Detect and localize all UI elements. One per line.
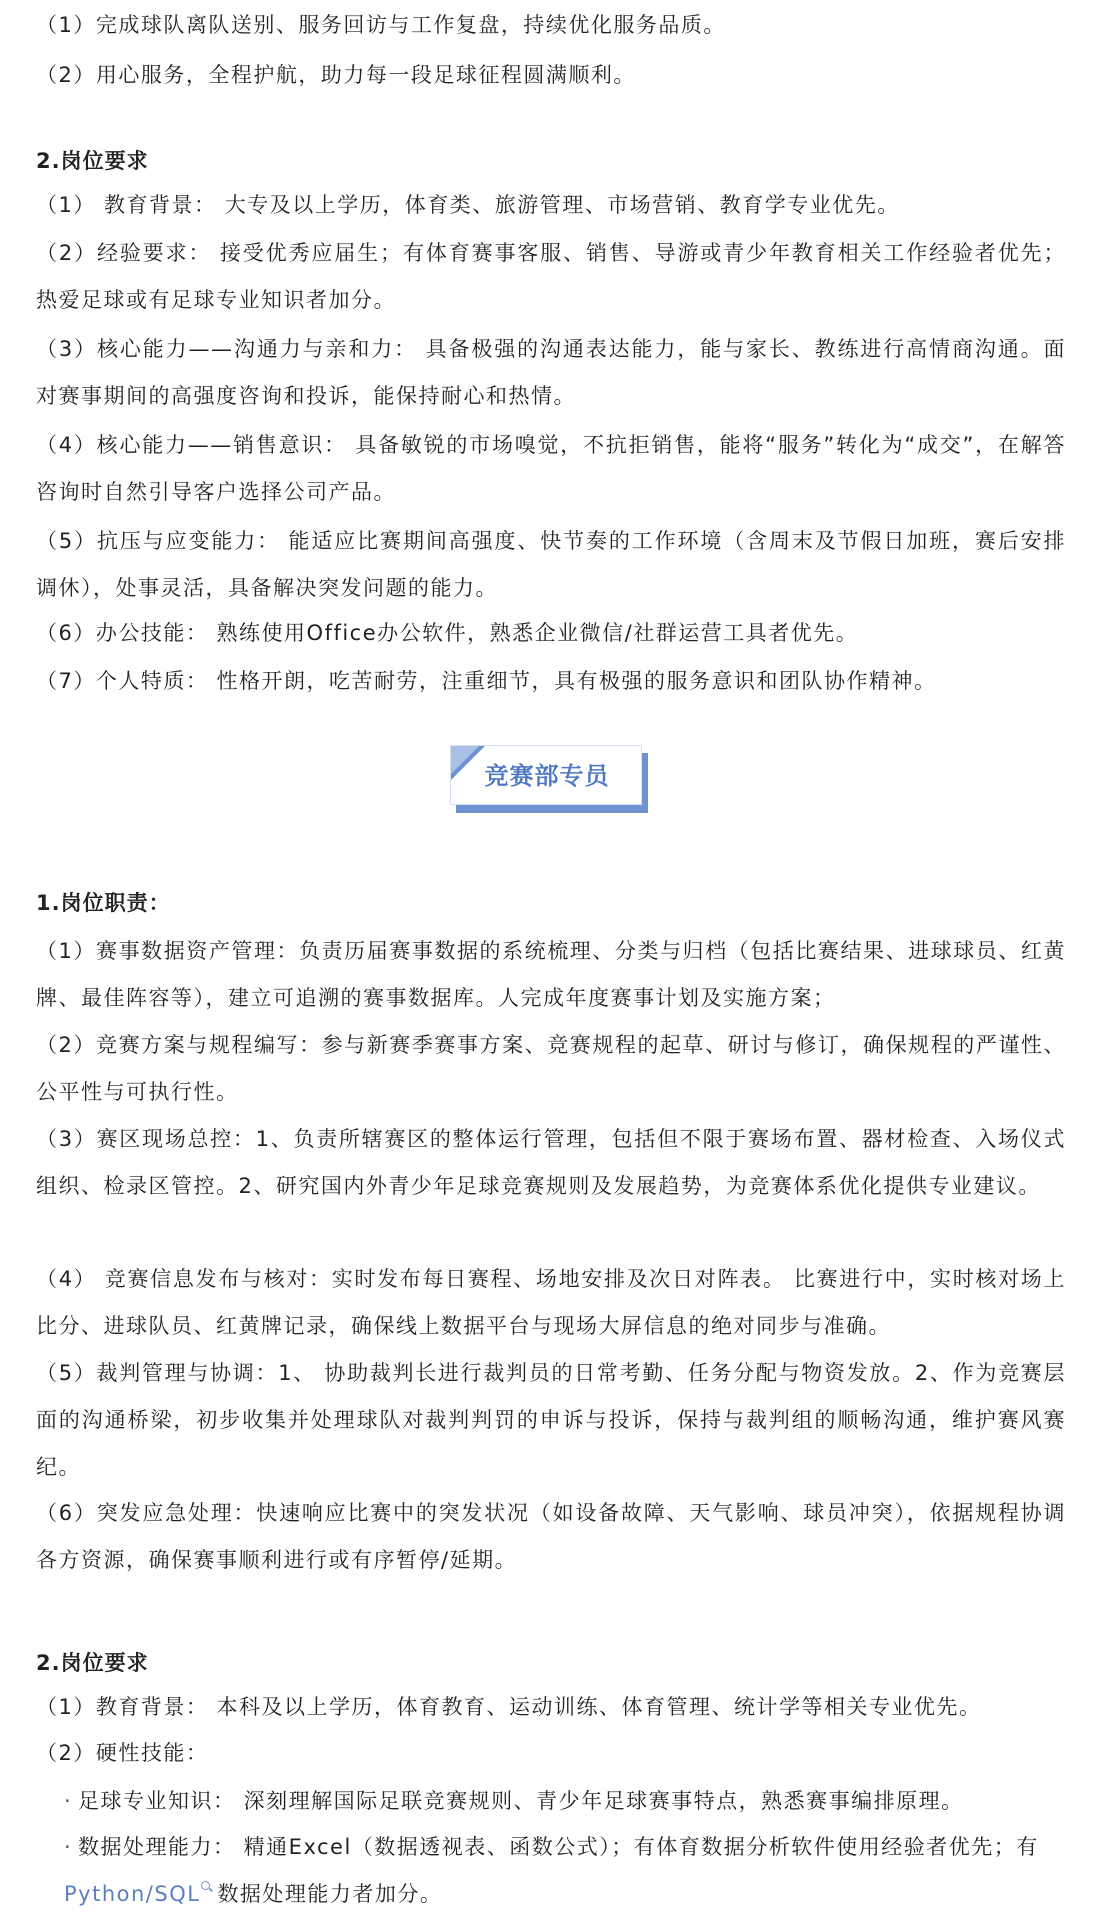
requirements-heading: 2.岗位要求 bbox=[36, 1651, 149, 1675]
requirement-item: （2）经验要求： 接受优秀应届生；有体育赛事客服、销售、导游或青少年教育相关工作经验者优先；热爱足球或有足球专业知识者加分。 bbox=[36, 241, 1066, 312]
duty-item: （3）赛区现场总控：1、负责所辖赛区的整体运行管理，包括但不限于赛场布置、器材检查、入场仪式组织、检录区管控。2、研究国内外青少年足球竞赛规则及发展趋势，为竞赛体系优化提供专业建议。 bbox=[36, 1127, 1066, 1198]
requirement-item: （3）核心能力——沟通力与亲和力： 具备极强的沟通表达能力，能与家长、教练进行高情商沟通。面对赛事期间的高强度咨询和投诉，能保持耐心和热情。 bbox=[36, 337, 1066, 408]
requirement-item: （5）抗压与应变能力： 能适应比赛期间高强度、快节奏的工作环境（含周末及节假日加班，赛后安排调休），处事灵活，具备解决突发问题的能力。 bbox=[36, 529, 1066, 600]
skill-text-tail: 数据处理能力者加分。 bbox=[217, 1882, 443, 1906]
search-icon[interactable] bbox=[201, 1881, 213, 1893]
duty-line-1: （1）完成球队离队送别、服务回访与工作复盘，持续优化服务品质。 bbox=[36, 13, 726, 37]
duty-item: （6）突发应急处理：快速响应比赛中的突发状况（如设备故障、天气影响、球员冲突），依据规程协调各方资源，确保赛事顺利进行或有序暂停/延期。 bbox=[36, 1501, 1066, 1572]
bullet-mark: · bbox=[64, 1835, 73, 1859]
requirements-heading: 2.岗位要求 bbox=[36, 149, 149, 173]
bullet-mark: · bbox=[64, 1789, 73, 1813]
python-sql-link[interactable]: Python/SQL bbox=[64, 1882, 201, 1906]
requirement-item: （6）办公技能： 熟练使用Office办公软件，熟悉企业微信/社群运营工具者优先。 bbox=[36, 621, 859, 645]
skill-text: 足球专业知识： 深刻理解国际足联竞赛规则、青少年足球赛事特点，熟悉赛事编排原理。 bbox=[78, 1789, 964, 1813]
requirement-item: （1） 教育背景： 大专及以上学历，体育类、旅游管理、市场营销、教育学专业优先。 bbox=[36, 193, 900, 217]
duties-heading: 1.岗位职责： bbox=[36, 891, 171, 915]
requirement-item: （4）核心能力——销售意识： 具备敏锐的市场嗅觉，不抗拒销售，能将“服务”转化为“成交”，在解答咨询时自然引导客户选择公司产品。 bbox=[36, 433, 1066, 504]
requirement-item: （1）教育背景： 本科及以上学历，体育教育、运动训练、体育管理、统计学等相关专业优先。 bbox=[36, 1695, 982, 1719]
duty-item: （1）赛事数据资产管理：负责历届赛事数据的系统梳理、分类与归档（包括比赛结果、进球球员、红黄牌、最佳阵容等），建立可追溯的赛事数据库。人完成年度赛事计划及实施方案； bbox=[36, 939, 1066, 1010]
requirement-item: （7）个人特质： 性格开朗，吃苦耐劳，注重细节，具有极强的服务意识和团队协作精神。 bbox=[36, 669, 937, 693]
section-title-badge bbox=[450, 745, 650, 815]
skill-text: 数据处理能力： 精通Excel（数据透视表、函数公式）；有体育数据分析软件使用经验者优先；有 bbox=[78, 1835, 1039, 1859]
skill-bullet bbox=[64, 1778, 1064, 1825]
requirement-item: （2）硬性技能： bbox=[36, 1741, 209, 1765]
duty-item: （5）裁判管理与协调：1、 协助裁判长进行裁判员的日常考勤、任务分配与物资发放。2、作为竞赛层面的沟通桥梁，初步收集并处理球队对裁判判罚的申诉与投诉，保持与裁判组的顺畅沟通，维护赛风赛纪。 bbox=[36, 1361, 1066, 1479]
duty-item: （4） 竞赛信息发布与核对：实时发布每日赛程、场地安排及次日对阵表。 比赛进行中，实时核对场上比分、进球队员、红黄牌记录，确保线上数据平台与现场大屏信息的绝对同步与准确。 bbox=[36, 1267, 1066, 1338]
duty-line-2: （2）用心服务，全程护航，助力每一段足球征程圆满顺利。 bbox=[36, 63, 636, 87]
badge-box bbox=[450, 745, 642, 805]
section-title: 竞赛部专员 bbox=[484, 762, 610, 790]
duty-item: （2）竞赛方案与规程编写：参与新赛季赛事方案、竞赛规程的起草、研讨与修订，确保规程的严谨性、公平性与可执行性。 bbox=[36, 1033, 1066, 1104]
skill-bullet bbox=[64, 1824, 1068, 1918]
